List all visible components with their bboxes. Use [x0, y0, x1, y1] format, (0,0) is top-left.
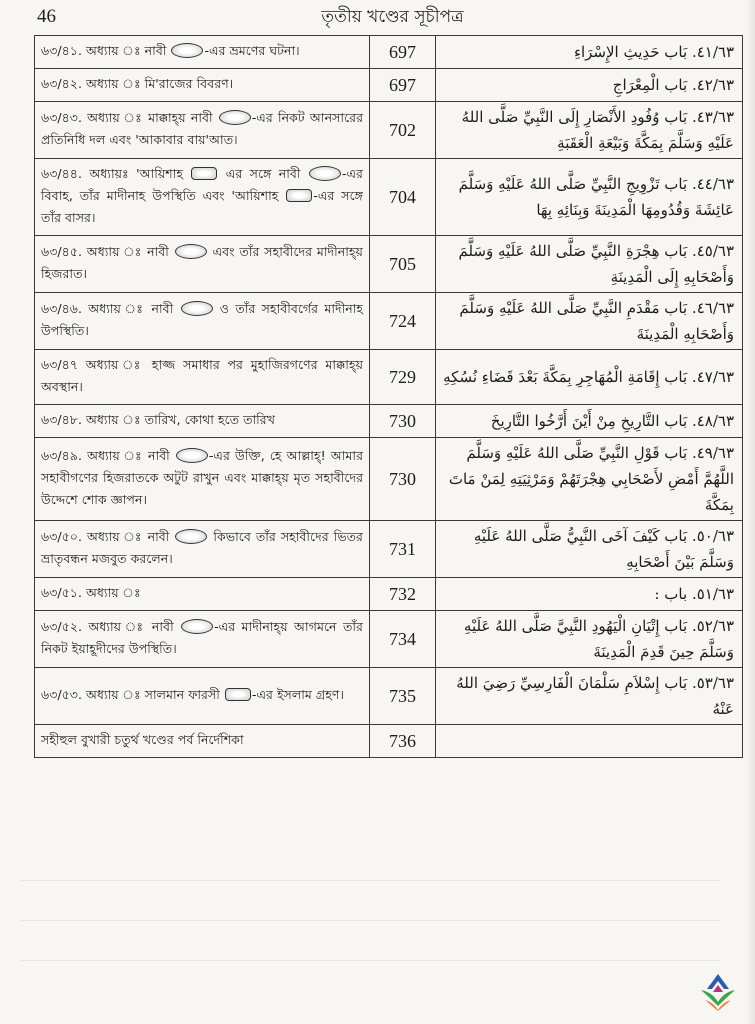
chapter-text: ও তাঁর সহাবীবর্গের মাদীনাহ উপস্থিতি।	[41, 301, 363, 338]
toc-row	[35, 159, 743, 236]
toc-row	[35, 236, 743, 293]
companion-salutation-seal-icon	[286, 189, 312, 202]
bengali-chapter-title	[35, 36, 370, 69]
page-reference: 731	[370, 521, 436, 578]
bengali-chapter-title	[35, 521, 370, 578]
chapter-text: এর সঙ্গে নাবী	[218, 166, 308, 181]
arabic-chapter-title	[436, 725, 743, 758]
toc-row	[35, 578, 743, 611]
page-reference: 705	[370, 236, 436, 293]
arabic-chapter-title: ٤٣/٦٣. بَاب وُفُودِ الأَنْصَارِ إِلَى النَّبِيِّ صَلَّى اللهُ عَلَيْهِ وَسَلَّمَ بِمَكَّةَ وَبَيْعَةِ الْعَقَبَةِ	[436, 102, 743, 159]
bengali-chapter-title	[35, 438, 370, 521]
arabic-chapter-title: ٤٢/٦٣. بَاب الْمِعْرَاجِ	[436, 69, 743, 102]
logo-leaves	[701, 990, 735, 1006]
chapter-text: ৬৩/৫২. অধ্যায় ঃ নাবী	[41, 619, 181, 634]
toc-row	[35, 350, 743, 405]
prophet-salutation-seal-icon	[176, 448, 208, 463]
chapter-text: কিভাবে তাঁর সহাবীদের ভিতর ভ্রাতৃবন্ধন মজবুত করলেন।	[41, 529, 363, 566]
bengali-chapter-title	[35, 293, 370, 350]
arabic-chapter-title: ٤٥/٦٣. بَاب هِجْرَةِ النَّبِيِّ صَلَّى اللهُ عَلَيْهِ وَسَلَّمَ وَأَصْحَابِهِ إِلَى الْمَدِينَةِ	[436, 236, 743, 293]
prophet-salutation-seal-icon	[181, 619, 213, 634]
arabic-chapter-title: ٥٠/٦٣. بَاب كَيْفَ آخَى النَّبِيُّ صَلَّى اللهُ عَلَيْهِ وَسَلَّمَ بَيْنَ أَصْحَابِهِ	[436, 521, 743, 578]
toc-row	[35, 293, 743, 350]
toc-row	[35, 102, 743, 159]
companion-salutation-seal-icon	[225, 688, 251, 701]
toc-row	[35, 69, 743, 102]
page-edge-shadow	[747, 0, 755, 1024]
publisher-logo-icon	[698, 972, 738, 1012]
chapter-text: -এর বিবাহ, তাঁর মাদীনাহ উপস্থিতি এবং 'আয়িশাহ	[41, 166, 363, 203]
companion-salutation-seal-icon	[191, 167, 217, 180]
chapter-text: -এর ভ্রমণের ঘটনা।	[204, 43, 300, 58]
prophet-salutation-seal-icon	[309, 166, 341, 181]
page-reference: 735	[370, 668, 436, 725]
chapter-text: ৬৩/৪৫. অধ্যায় ঃ নাবী	[41, 244, 174, 259]
bleed-through-lines	[20, 880, 720, 1010]
toc-row	[35, 521, 743, 578]
chapter-text: -এর মাদীনাহ্য় আগমনে তাঁর নিকট ইয়াহূদীদের উপস্থিতি।	[41, 619, 363, 656]
chapter-text: ৬৩/৪৪. অধ্যায়ঃ 'আয়িশাহ	[41, 166, 191, 181]
page-reference: 730	[370, 405, 436, 438]
logo-center	[713, 985, 723, 992]
prophet-salutation-seal-icon	[171, 43, 203, 58]
arabic-chapter-title: ٤٩/٦٣. بَاب قَوْلِ النَّبِيِّ صَلَّى اللهُ عَلَيْهِ وَسَلَّمَ اللَّهُمَّ أَمْضِ لأَصْحَابِي هِجْرَتَهُمْ وَمَرْثِيَتِهِ لِمَنْ مَاتَ بِمَكَّةَ	[436, 438, 743, 521]
bengali-chapter-title	[35, 102, 370, 159]
prophet-salutation-seal-icon	[175, 244, 207, 259]
toc-row	[35, 405, 743, 438]
bengali-chapter-title	[35, 350, 370, 405]
chapter-text: সহীহুল বুখারী চতুর্থ খণ্ডের পর্ব নির্দেশিকা	[41, 732, 244, 747]
chapter-text: ৬৩/৪৩. অধ্যায় ঃ মাক্কাহ্য় নাবী	[41, 110, 218, 125]
toc-row	[35, 668, 743, 725]
chapter-text: -এর ইসলাম গ্রহণ।	[251, 687, 345, 702]
page-reference: 702	[370, 102, 436, 159]
arabic-chapter-title: ٤٤/٦٣. بَاب تَزْوِيجِ النَّبِيِّ صَلَّى اللهُ عَلَيْهِ وَسَلَّمَ عَائِشَةَ وَقُدُومِهَا الْمَدِينَةَ وَبِنَائِهِ بِهَا	[436, 159, 743, 236]
arabic-chapter-title: ٥٢/٦٣. بَاب إِتْيَانِ الْيَهُودِ النَّبِيَّ صَلَّى اللهُ عَلَيْهِ وَسَلَّمَ حِينَ قَدِمَ الْمَدِينَةَ	[436, 611, 743, 668]
chapter-text: এবং তাঁর সহাবীদের মাদীনাহ্য় হিজরাত।	[41, 244, 363, 281]
prophet-salutation-seal-icon	[181, 301, 213, 316]
toc-row	[35, 438, 743, 521]
page-reference: 732	[370, 578, 436, 611]
page-number: 46	[37, 6, 56, 27]
chapter-text: ৬৩/৪৮. অধ্যায় ঃ তারিখ, কোথা হতে তারিখ	[41, 412, 275, 427]
arabic-chapter-title: ٤٧/٦٣. بَاب إِقَامَةِ الْمُهَاجِرِ بِمَكَّةَ بَعْدَ قَضَاءِ نُسُكِهِ	[436, 350, 743, 405]
chapter-text: -এর নিকট আনসারের প্রতিনিধি দল এবং 'আকাবার বায়'আত।	[41, 110, 363, 147]
page-reference: 724	[370, 293, 436, 350]
prophet-salutation-seal-icon	[175, 529, 207, 544]
page-reference: 729	[370, 350, 436, 405]
arabic-chapter-title: ٤٨/٦٣. بَاب التَّارِيخِ مِنْ أَيْنَ أَرَّخُوا التَّارِيخَ	[436, 405, 743, 438]
chapter-text: ৬৩/৪৯. অধ্যায় ঃ নাবী	[41, 448, 175, 463]
toc-row	[35, 725, 743, 758]
bengali-chapter-title	[35, 578, 370, 611]
chapter-text: ৬৩/৫১. অধ্যায় ঃ	[41, 585, 141, 600]
bengali-chapter-title	[35, 668, 370, 725]
chapter-text: -এর সঙ্গে তাঁর বাসর।	[41, 188, 363, 225]
arabic-chapter-title: ٤١/٦٣. بَاب حَدِيثِ الإِسْرَاءِ	[436, 36, 743, 69]
page-reference: 697	[370, 36, 436, 69]
chapter-text: ৬৩/৪২. অধ্যায় ঃ মি'রাজের বিবরণ।	[41, 76, 234, 91]
bengali-chapter-title	[35, 725, 370, 758]
toc-row	[35, 36, 743, 69]
page-reference: 704	[370, 159, 436, 236]
page-reference: 697	[370, 69, 436, 102]
page-reference: 730	[370, 438, 436, 521]
chapter-text: -এর উক্তি, হে আল্লাহ্! আমার সহাবীগণের হিজরাতকে অটুট রাখুন এবং মাক্কাহ্য় মৃত সহাবীদের উদ্দেশে শোক জ্ঞাপন।	[41, 448, 363, 507]
chapter-text: ৬৩/৫৩. অধ্যায় ঃ সালমান ফারসী	[41, 687, 224, 702]
page-title: তৃতীয় খণ্ডের সূচীপত্র	[321, 7, 464, 27]
prophet-salutation-seal-icon	[219, 110, 251, 125]
arabic-chapter-title: ٥٣/٦٣. بَاب إِسْلاَمِ سَلْمَانَ الْفَارِسِيِّ رَضِيَ اللهُ عَنْهُ	[436, 668, 743, 725]
bengali-chapter-title	[35, 159, 370, 236]
chapter-text: ৬৩/৪৭ অধ্যায় ঃ হাজ্জ সমাধার পর মুহাজিরগণের মাক্কাহ্য় অবস্থান।	[41, 357, 363, 394]
bengali-chapter-title	[35, 69, 370, 102]
toc-row	[35, 611, 743, 668]
chapter-text: ৬৩/৪১. অধ্যায় ঃ নাবী	[41, 43, 171, 58]
page-reference: 734	[370, 611, 436, 668]
bengali-chapter-title	[35, 611, 370, 668]
chapter-text: ৬৩/৪৬. অধ্যায় ঃ নাবী	[41, 301, 180, 316]
chapter-text: ৬৩/৫০. অধ্যায় ঃ নাবী	[41, 529, 175, 544]
bengali-chapter-title	[35, 236, 370, 293]
arabic-chapter-title: ٥١/٦٣. باب :	[436, 578, 743, 611]
table-of-contents	[34, 35, 743, 758]
page-reference: 736	[370, 725, 436, 758]
bengali-chapter-title	[35, 405, 370, 438]
arabic-chapter-title: ٤٦/٦٣. بَاب مَقْدَمِ النَّبِيِّ صَلَّى اللهُ عَلَيْهِ وَسَلَّمَ وَأَصْحَابِهِ الْمَدِينَةَ	[436, 293, 743, 350]
